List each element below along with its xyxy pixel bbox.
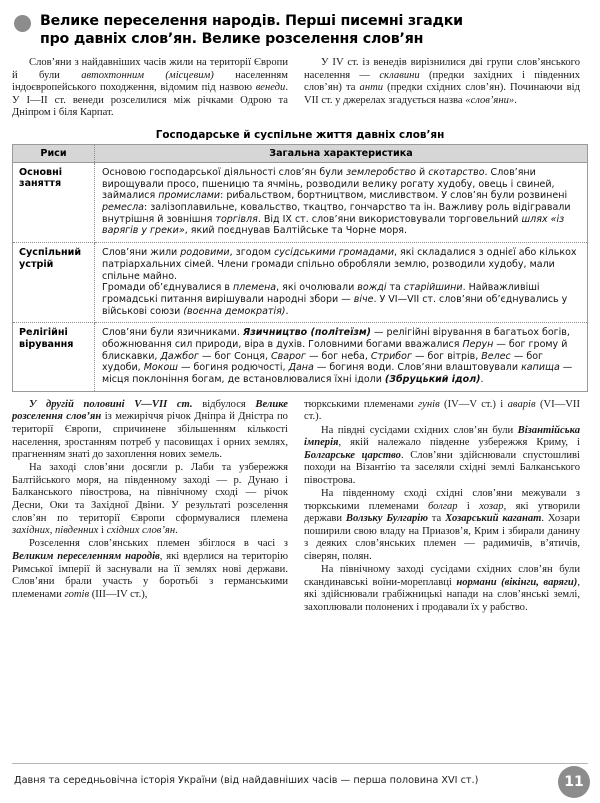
body-columns — [12, 399, 588, 615]
filled-circle-icon — [14, 15, 31, 32]
table-row — [13, 323, 588, 392]
table-cell-feature: Релігійні вірування — [13, 323, 95, 392]
table-cell-feature: Суспільний устрій — [13, 243, 95, 323]
table-row — [13, 243, 588, 323]
table-header-features: Риси — [13, 144, 95, 162]
table-header-row — [13, 144, 588, 162]
body-column-left — [12, 399, 288, 615]
intro-column-right — [304, 57, 580, 120]
footer-divider — [12, 763, 588, 764]
page-title-text — [40, 12, 463, 49]
body-paragraph: На півдні сусідами східних слов’ян були Візантійська імперія, якій належало південне узбережжя Криму, і Болгарське царство. Слов’яни здійснювали спустошливі походи на Візантію та заселяли східні землі Балканського півострова. — [304, 424, 580, 486]
body-paragraph: У другій половині V—VII ст. відбулося Велике розселення слов’ян із межиріччя річок Дніпра й Дністра по території Європи, спричинене збільшенням кількості населення, зростанням потреб у пасовищах і орних землях, прагненням знаті до захоплення нових земель. — [12, 398, 288, 461]
intro-paragraph-left: Слов’яни з найдавніших часів жили на території Європи й були автохтонним (місцевим) населенням індоєвропейського походження, відомим під назвою венеди. У I—II ст. венеди розселилися між річками Одрою та Дніпром і біля Карпат. — [12, 56, 288, 119]
page-title-line-1: Велике переселення народів. Перші писемні згадки — [40, 13, 463, 29]
table-caption: Господарське й суспільне життя давніх слов’ян — [155, 128, 445, 141]
table-cell-description: Основою господарської діяльності слов’ян були землеробство й скотарство. Слов’яни вирощували просо, пшеницю та ячмінь, розводили велику рогату худобу, овець і свиней, займалися промислами: рибальством, бортництвом, мисливством. У слов’ян були розвинені ремесла: залізоплавильне, ковальство, ткацтво, гончарство та ін. Важливу роль відігравали внутрішня й зовнішня торгівля. Від IX ст. слов’яни використовували торговельний шлях «із варягів у греки», який поєднував Балтійське та Чорне моря. — [95, 162, 588, 242]
footer-title: Давня та середньовічна історія України (від найдавніших часів — перша половина XVI ст.) — [14, 775, 479, 786]
table-cell-feature: Основні заняття — [13, 162, 95, 242]
body-paragraph: На північному заході сусідами східних слов’ян були скандинавські воїни-мореплавці нормани (вікінги, варяги), які здійснювали грабіжницькі напади на слов’янські землі, захоплювали полонених і продавали їх у рабство. — [304, 564, 580, 613]
page-title-line-2: про давніх слов’ян. Велике розселення слов’ян — [40, 31, 424, 48]
table-body — [13, 162, 588, 391]
intro-paragraph-right: У IV ст. із венедів вирізнилися дві групи слов’янського населення — склавини (предки західних і південних слов’ян) та анти (предки східних слов’ян). Починаючи від VII ст. у джерелах згадується назва «слов’яни». — [304, 56, 581, 106]
table-row — [13, 162, 588, 242]
table-cell-description: Слов’яни жили родовими, згодом сусідськими громадами, які складалися з однієї або кількох патріархальних сімей. Члени громади спільно обробляли землю, розводили худобу, мали спільне майно. Громади об’єднувалися в племена, які очолювали вожді та старійшини. Найважливіші громадські питання вирішували народні збори — віче. У VI—VII ст. слов’яни об’єднувались у військові союзи (воєнна демократія). — [95, 243, 588, 323]
body-paragraph: На південному сході східні слов’яни межували з тюркськими племенами болгар і хозар, які утворили держави Волзьку Булгарію та Хозарський каганат. Хозари поширили свою владу на Приазов’я, Крим і збирали данину з деяких слов’янських племен — радимичів, в’ятичів, сіверян, полян. — [304, 487, 580, 562]
table-cell-description: Слов’яни були язичниками. Язичництво (політеїзм) — релігійні вірування в багатьох богів, обожнювання сил природи, віра в духів. Головними богами вважалися Перун — бог грому й блискавки, Дажбог — бог Сонця, Сварог — бог неба, Стрибог — бог вітрів, Велес — бог худоби, Мокош — богиня родючості, Дана — богиня води. Слов’яни влаштовували капища — місця поклоніння богам, де встановлювалися їхні ідоли (Збруцький ідол). — [102, 327, 573, 386]
intro-columns — [12, 57, 588, 120]
economy-society-table — [12, 144, 588, 392]
body-column-right — [304, 399, 580, 615]
table-header-characteristics: Загальна характеристика — [95, 144, 588, 162]
intro-column-left — [12, 57, 288, 120]
page-footer — [0, 763, 600, 803]
body-paragraph: тюркськими племенами гунів (IV—V ст.) і аварів (VI—VII ст.). — [304, 398, 580, 423]
page-number-badge: 11 — [558, 766, 590, 798]
body-paragraph: Розселення слов’янських племен збіглося в часі з Великим переселенням народів, які вдерлися на територію Римської імперії й заснували на її землях нові держави. Слов’яни брали участь у боротьбі з германськими племенами готів (III—IV ст.), — [12, 538, 288, 600]
page-title — [14, 12, 588, 49]
body-paragraph: На заході слов’яни досягли р. Лаби та узбережжя Балтійського моря, на південному заході — р. Дунаю і Балканського півострова, на північному сході — річок Десни, Оки та Західної Двіни. У результаті розселення слов’ян по території Європи сформувалися племена західних, південних і східних слов’ян. — [12, 462, 288, 537]
